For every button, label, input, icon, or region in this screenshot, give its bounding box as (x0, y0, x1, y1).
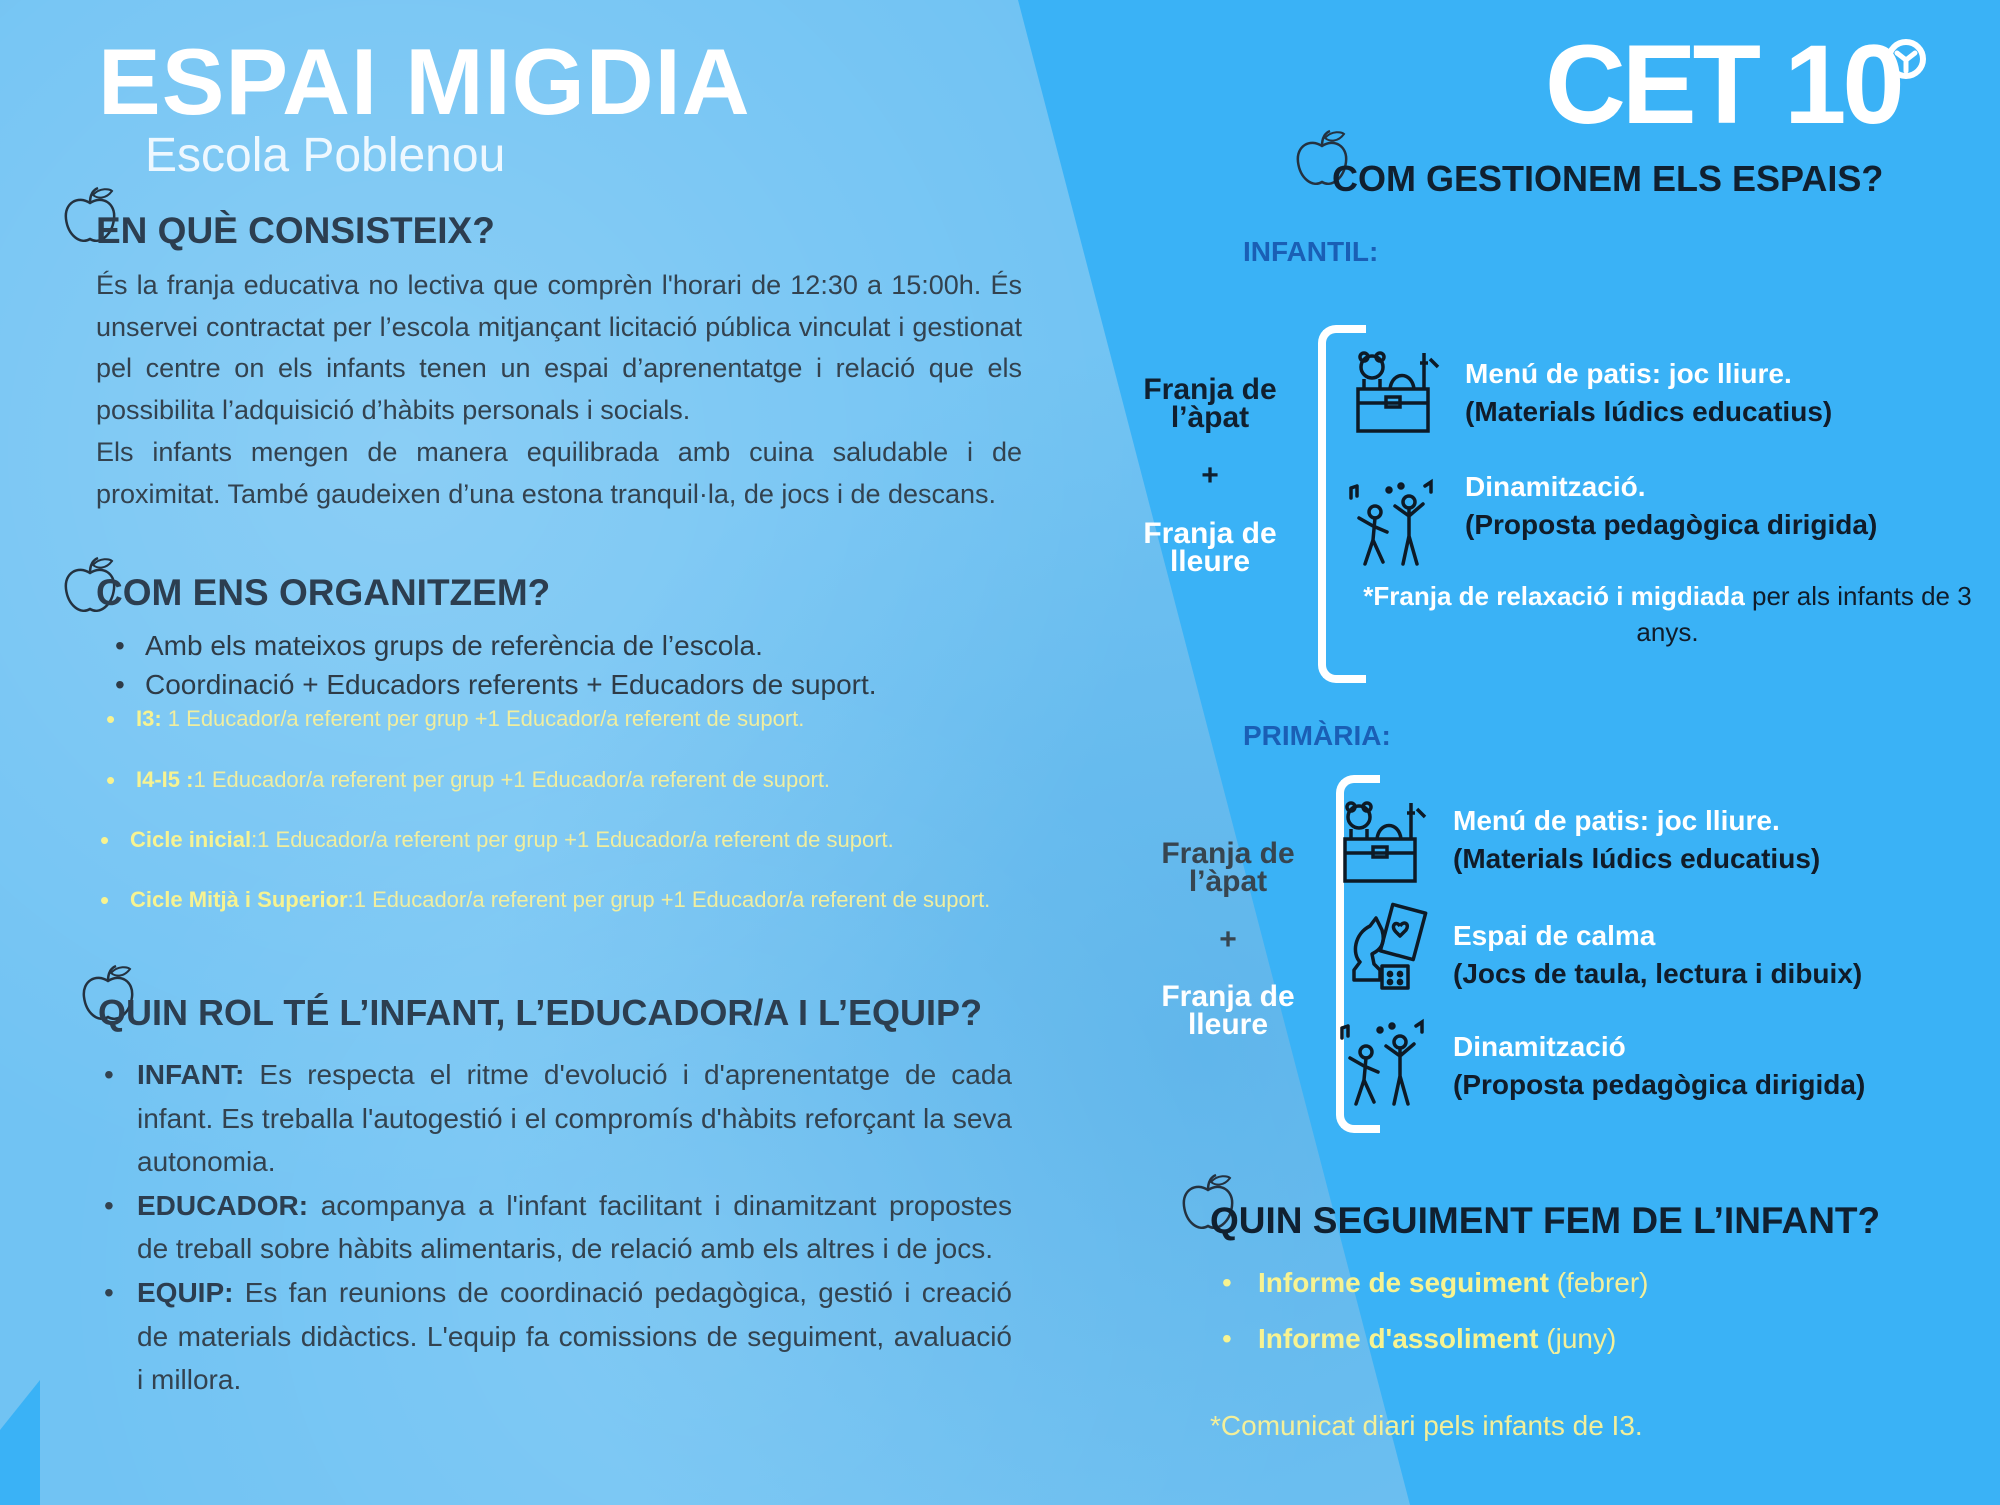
list-item: • Amb els mateixos grups de referència de l’escola. (100, 626, 1000, 665)
list-item (100, 1053, 1012, 1184)
group-text: 1 Educador/a referent per grup +1 Educador/a referent de suport. (161, 706, 805, 731)
seguiment-text: (febrer) (1548, 1267, 1649, 1298)
group-label: Cicle Mitjà i Superior (130, 887, 348, 912)
comunicat-note: *Comunicat diari pels infants de I3. (1210, 1410, 1643, 1441)
toy-box-icon (1337, 795, 1431, 889)
item-line2: (Proposta pedagògica dirigida) (1465, 509, 1878, 540)
espais-heading: COM GESTIONEM ELS ESPAIS? (1332, 158, 1884, 199)
group-cicle-mitja-superior (100, 884, 1020, 916)
item-line1: Menú de patis: joc lliure. (1465, 358, 1792, 389)
group-cicle-inicial (100, 824, 1010, 856)
consisteix-paragraph-1: És la franja educativa no lectiva que comprèn l'horari de 12:30 a 15:00h. És unservei contractat per l’escola mitjançant licitació pública vinculat i gestionat pel centre on els infants tenen un espai d’aprenentatge i relació que els possibilita l’adquisició d’hàbits personals i socials. (96, 270, 1022, 426)
relax-note (1335, 578, 2000, 650)
rol-heading: QUIN ROL TÉ L’INFANT, L’EDUCADOR/A I L’EQUIP? (98, 992, 983, 1033)
franja-lleure: Franja de lleure (1143, 517, 1277, 578)
group-text: 1 Educador/a referent per grup +1 Educador/a referent de suport. (193, 767, 831, 792)
page-title: ESPAI MIGDIA (98, 29, 751, 134)
plus-sign: + (1201, 459, 1219, 492)
consisteix-heading: EN QUÈ CONSISTEIX? (96, 210, 495, 251)
list-item (1220, 1255, 1820, 1311)
consisteix-text (96, 265, 1022, 515)
primaria-item-3 (1453, 1028, 1865, 1104)
rol-text: Es respecta el ritme d'evolució i d'aprenentatge de cada infant. Es treballa l'autogestió i el compromís d'hàbits reforçant la seva autonomia. (137, 1059, 1012, 1178)
group-label: Cicle inicial (130, 827, 252, 852)
list-item (100, 1271, 1012, 1402)
dancing-kids-icon (1345, 478, 1439, 572)
seguiment-text: (juny) (1538, 1323, 1617, 1354)
logo-text: CET 10 (1545, 22, 1901, 147)
list-item: • Coordinació + Educadors referents + Educadors de suport. (100, 665, 1000, 704)
item-line1: Menú de patis: joc lliure. (1453, 805, 1780, 836)
franja-apat: Franja de l’àpat (1161, 837, 1295, 898)
group-i4-i5 (106, 764, 1016, 796)
list-item (100, 1184, 1012, 1271)
cet10-logo (1545, 22, 1930, 147)
relax-bold: *Franja de relaxació i migdiada (1363, 581, 1745, 611)
primaria-item-1 (1453, 802, 1820, 878)
item-line1: Espai de calma (1453, 920, 1656, 951)
rol-text: acompanya a l'infant facilitant i dinamitzant propostes de treball sobre hàbits alimentaris, de relació amb els altres i de jocs. (137, 1189, 1012, 1265)
group-item (106, 703, 1016, 735)
group-text: :1 Educador/a referent per grup +1 Educador/a referent de suport. (251, 827, 894, 852)
logo-emblem-icon (1885, 38, 1927, 80)
item-line2: (Materials lúdics educatius) (1465, 396, 1833, 427)
item-line1: Dinamització. (1465, 471, 1646, 502)
infantil-item-2 (1465, 468, 1877, 544)
group-i3 (106, 703, 1016, 735)
seguiment-list (1220, 1255, 1820, 1367)
infantil-item-1 (1465, 355, 1832, 431)
rol-label: EDUCADOR: (137, 1189, 309, 1221)
organitzem-list (100, 626, 1000, 704)
plus-sign: + (1219, 923, 1237, 956)
school-name: Escola Poblenou (145, 129, 506, 182)
group-label: I3: (136, 706, 162, 731)
seguiment-label: Informe d'assoliment (1258, 1323, 1539, 1354)
group-item (100, 884, 1020, 916)
group-item (106, 764, 1016, 796)
item-line2: (Materials lúdics educatius) (1453, 843, 1821, 874)
relax-text: per als infants de 3 anys. (1636, 581, 1972, 647)
primaria-label: PRIMÀRIA: (1243, 720, 1391, 751)
group-text: :1 Educador/a referent per grup +1 Educador/a referent de suport. (347, 887, 991, 912)
group-label: I4-I5 : (136, 767, 194, 792)
organitzem-heading: COM ENS ORGANITZEM? (96, 572, 551, 613)
rol-list (100, 1053, 1012, 1402)
group-item (100, 824, 1010, 856)
franja-lleure: Franja de lleure (1161, 980, 1295, 1041)
rol-text: Es fan reunions de coordinació pedagògica, gestió i creació de materials didàctics. L'equip fa comissions de seguiment, avaluació i millora. (137, 1276, 1012, 1396)
primaria-item-2 (1453, 917, 1862, 993)
seguiment-label: Informe de seguiment (1258, 1267, 1549, 1298)
toy-box-icon (1350, 345, 1444, 439)
franja-apat: Franja de l’àpat (1143, 373, 1277, 434)
consisteix-paragraph-2: Els infants mengen de manera equilibrada amb cuina saludable i de proximitat. També gaudeixen d’una estona tranquil·la, de jocs i de descans. (96, 436, 1022, 509)
item-line1: Dinamització (1453, 1031, 1626, 1062)
rol-label: EQUIP: (137, 1276, 234, 1308)
list-item (1220, 1311, 1820, 1367)
dancing-kids-icon (1336, 1018, 1430, 1112)
rol-label: INFANT: (137, 1059, 245, 1090)
infantil-label: INFANTIL: (1243, 236, 1379, 267)
item-line2: (Jocs de taula, lectura i dibuix) (1453, 958, 1863, 989)
chess-cards-icon (1340, 900, 1434, 994)
seguiment-heading: QUIN SEGUIMENT FEM DE L’INFANT? (1210, 1200, 1881, 1241)
item-line2: (Proposta pedagògica dirigida) (1453, 1069, 1866, 1100)
